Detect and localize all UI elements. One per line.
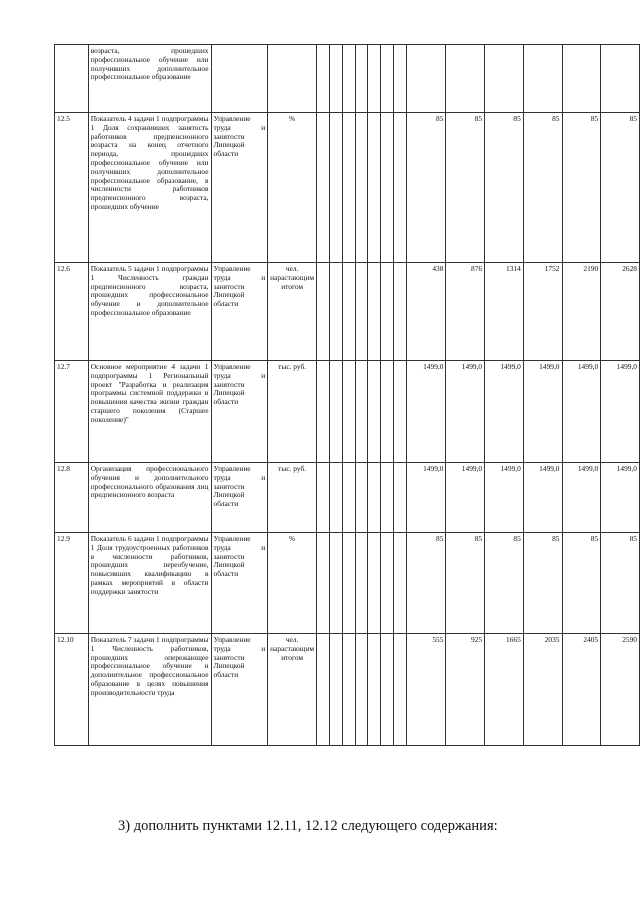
responsible-executor-cell: Управление труда и занятости Липецкой области xyxy=(211,634,268,746)
year-value-cell: 1499,0 xyxy=(601,463,640,533)
year-value-cell xyxy=(523,45,562,113)
empty-year-cell xyxy=(329,263,342,361)
year-value-cell: 85 xyxy=(406,113,446,263)
responsible-executor-cell xyxy=(211,45,268,113)
year-value-cell: 85 xyxy=(601,113,640,263)
year-value-cell: 1665 xyxy=(485,634,524,746)
year-value-cell: 2590 xyxy=(601,634,640,746)
empty-year-cell xyxy=(368,263,381,361)
unit-cell: % xyxy=(268,113,317,263)
table-row xyxy=(55,634,640,746)
unit-cell: чел. нарастающим итогом xyxy=(268,263,317,361)
empty-year-cell xyxy=(393,263,406,361)
year-value-cell: 438 xyxy=(406,263,446,361)
empty-year-cell xyxy=(368,113,381,263)
year-value-cell xyxy=(406,45,446,113)
year-value-cell: 2628 xyxy=(601,263,640,361)
table-row xyxy=(55,263,640,361)
empty-year-cell xyxy=(317,263,330,361)
empty-year-cell xyxy=(317,634,330,746)
year-value-cell: 1499,0 xyxy=(406,361,446,463)
empty-year-cell xyxy=(355,361,368,463)
empty-year-cell xyxy=(355,634,368,746)
indicator-description-cell: Организация профессионального обучения и дополнительного профессионального образования лиц предпенсионного возраста xyxy=(88,463,211,533)
row-number-cell: 12.7 xyxy=(55,361,89,463)
table-row xyxy=(55,533,640,634)
empty-year-cell xyxy=(355,533,368,634)
unit-cell xyxy=(268,45,317,113)
indicator-description-cell: Показатель 7 задачи 1 подпрограммы 1 Численность работников, прошедших опережающее профессиональное обучение и дополнительное профессиональное образование в целях повышения производительности труда xyxy=(88,634,211,746)
empty-year-cell xyxy=(381,533,394,634)
empty-year-cell xyxy=(381,263,394,361)
empty-year-cell xyxy=(342,463,355,533)
empty-year-cell xyxy=(355,263,368,361)
empty-year-cell xyxy=(342,45,355,113)
indicator-description-cell: Показатель 6 задачи 1 подпрограммы 1 Доля трудоустроенных работников в численности работников, прошедших переобучение, повысивших квалификацию в рамках мероприятий в области поддержки занятости xyxy=(88,533,211,634)
empty-year-cell xyxy=(317,113,330,263)
year-value-cell: 1499,0 xyxy=(562,463,601,533)
table-row xyxy=(55,361,640,463)
empty-year-cell xyxy=(355,45,368,113)
empty-year-cell xyxy=(393,113,406,263)
year-value-cell: 1499,0 xyxy=(485,463,524,533)
indicator-description-cell: возраста, прошедших профессиональное обучение или получивших дополнительное профессиональное образование xyxy=(88,45,211,113)
empty-year-cell xyxy=(317,533,330,634)
empty-year-cell xyxy=(368,634,381,746)
year-value-cell: 85 xyxy=(601,533,640,634)
row-number-cell: 12.6 xyxy=(55,263,89,361)
empty-year-cell xyxy=(342,113,355,263)
year-value-cell: 1499,0 xyxy=(485,361,524,463)
empty-year-cell xyxy=(393,361,406,463)
empty-year-cell xyxy=(317,361,330,463)
indicator-description-cell: Показатель 4 задачи 1 подпрограммы 1 Доля сохранивших занятость работников предпенсионного возраста на конец отчетного периода, прошедших профессиональное обучение или получивших дополнительное профессиональное образование, в численности работников предпенсионного возраста, прошедших обучение xyxy=(88,113,211,263)
year-value-cell: 85 xyxy=(446,113,485,263)
responsible-executor-cell: Управление труда и занятости Липецкой области xyxy=(211,533,268,634)
empty-year-cell xyxy=(381,45,394,113)
year-value-cell: 85 xyxy=(406,533,446,634)
empty-year-cell xyxy=(329,113,342,263)
year-value-cell: 1499,0 xyxy=(446,361,485,463)
responsible-executor-cell: Управление труда и занятости Липецкой области xyxy=(211,361,268,463)
year-value-cell: 1314 xyxy=(485,263,524,361)
year-value-cell: 1499,0 xyxy=(523,361,562,463)
year-value-cell: 555 xyxy=(406,634,446,746)
empty-year-cell xyxy=(342,263,355,361)
empty-year-cell xyxy=(381,113,394,263)
empty-year-cell xyxy=(393,634,406,746)
empty-year-cell xyxy=(368,361,381,463)
row-number-cell: 12.10 xyxy=(55,634,89,746)
year-value-cell xyxy=(562,45,601,113)
year-value-cell: 1499,0 xyxy=(406,463,446,533)
empty-year-cell xyxy=(381,361,394,463)
indicator-description-cell: Основное мероприятие 4 задачи 1 подпрограммы 1 Региональный проект "Разработка и реализация программы системной поддержки и повышения качества жизни граждан старшего поколения (Старшее поколение)" xyxy=(88,361,211,463)
year-value-cell: 1499,0 xyxy=(562,361,601,463)
table-row xyxy=(55,45,640,113)
empty-year-cell xyxy=(368,45,381,113)
empty-year-cell xyxy=(342,634,355,746)
row-number-cell xyxy=(55,45,89,113)
year-value-cell: 85 xyxy=(485,533,524,634)
year-value-cell: 85 xyxy=(523,113,562,263)
indicators-table xyxy=(54,44,640,746)
row-number-cell: 12.8 xyxy=(55,463,89,533)
year-value-cell: 85 xyxy=(485,113,524,263)
year-value-cell: 2190 xyxy=(562,263,601,361)
empty-year-cell xyxy=(342,533,355,634)
unit-cell: тыс. руб. xyxy=(268,463,317,533)
year-value-cell: 1499,0 xyxy=(601,361,640,463)
empty-year-cell xyxy=(381,463,394,533)
row-number-cell: 12.9 xyxy=(55,533,89,634)
year-value-cell: 85 xyxy=(446,533,485,634)
responsible-executor-cell: Управление труда и занятости Липецкой области xyxy=(211,263,268,361)
indicator-description-cell: Показатель 5 задачи 1 подпрограммы 1 Численность граждан предпенсионного возраста, прошедших профессиональное обучение и дополнительное профессиональное образование xyxy=(88,263,211,361)
empty-year-cell xyxy=(329,463,342,533)
empty-year-cell xyxy=(329,45,342,113)
year-value-cell xyxy=(601,45,640,113)
year-value-cell: 925 xyxy=(446,634,485,746)
amendment-text: 3) дополнить пунктами 12.11, 12.12 следующего содержания: xyxy=(118,818,498,834)
empty-year-cell xyxy=(342,361,355,463)
year-value-cell: 1499,0 xyxy=(523,463,562,533)
empty-year-cell xyxy=(393,45,406,113)
table-row xyxy=(55,463,640,533)
year-value-cell xyxy=(485,45,524,113)
year-value-cell: 85 xyxy=(562,113,601,263)
unit-cell: тыс. руб. xyxy=(268,361,317,463)
year-value-cell: 85 xyxy=(523,533,562,634)
year-value-cell: 1499,0 xyxy=(446,463,485,533)
year-value-cell: 2405 xyxy=(562,634,601,746)
responsible-executor-cell: Управление труда и занятости Липецкой области xyxy=(211,463,268,533)
year-value-cell: 85 xyxy=(562,533,601,634)
row-number-cell: 12.5 xyxy=(55,113,89,263)
unit-cell: % xyxy=(268,533,317,634)
responsible-executor-cell: Управление труда и занятости Липецкой области xyxy=(211,113,268,263)
year-value-cell xyxy=(446,45,485,113)
empty-year-cell xyxy=(329,361,342,463)
unit-cell: чел. нарастающим итогом xyxy=(268,634,317,746)
empty-year-cell xyxy=(393,533,406,634)
empty-year-cell xyxy=(368,533,381,634)
year-value-cell: 876 xyxy=(446,263,485,361)
empty-year-cell xyxy=(355,463,368,533)
empty-year-cell xyxy=(393,463,406,533)
empty-year-cell xyxy=(317,45,330,113)
empty-year-cell xyxy=(317,463,330,533)
table-row xyxy=(55,113,640,263)
empty-year-cell xyxy=(368,463,381,533)
empty-year-cell xyxy=(381,634,394,746)
year-value-cell: 1752 xyxy=(523,263,562,361)
empty-year-cell xyxy=(329,533,342,634)
empty-year-cell xyxy=(329,634,342,746)
year-value-cell: 2035 xyxy=(523,634,562,746)
empty-year-cell xyxy=(355,113,368,263)
